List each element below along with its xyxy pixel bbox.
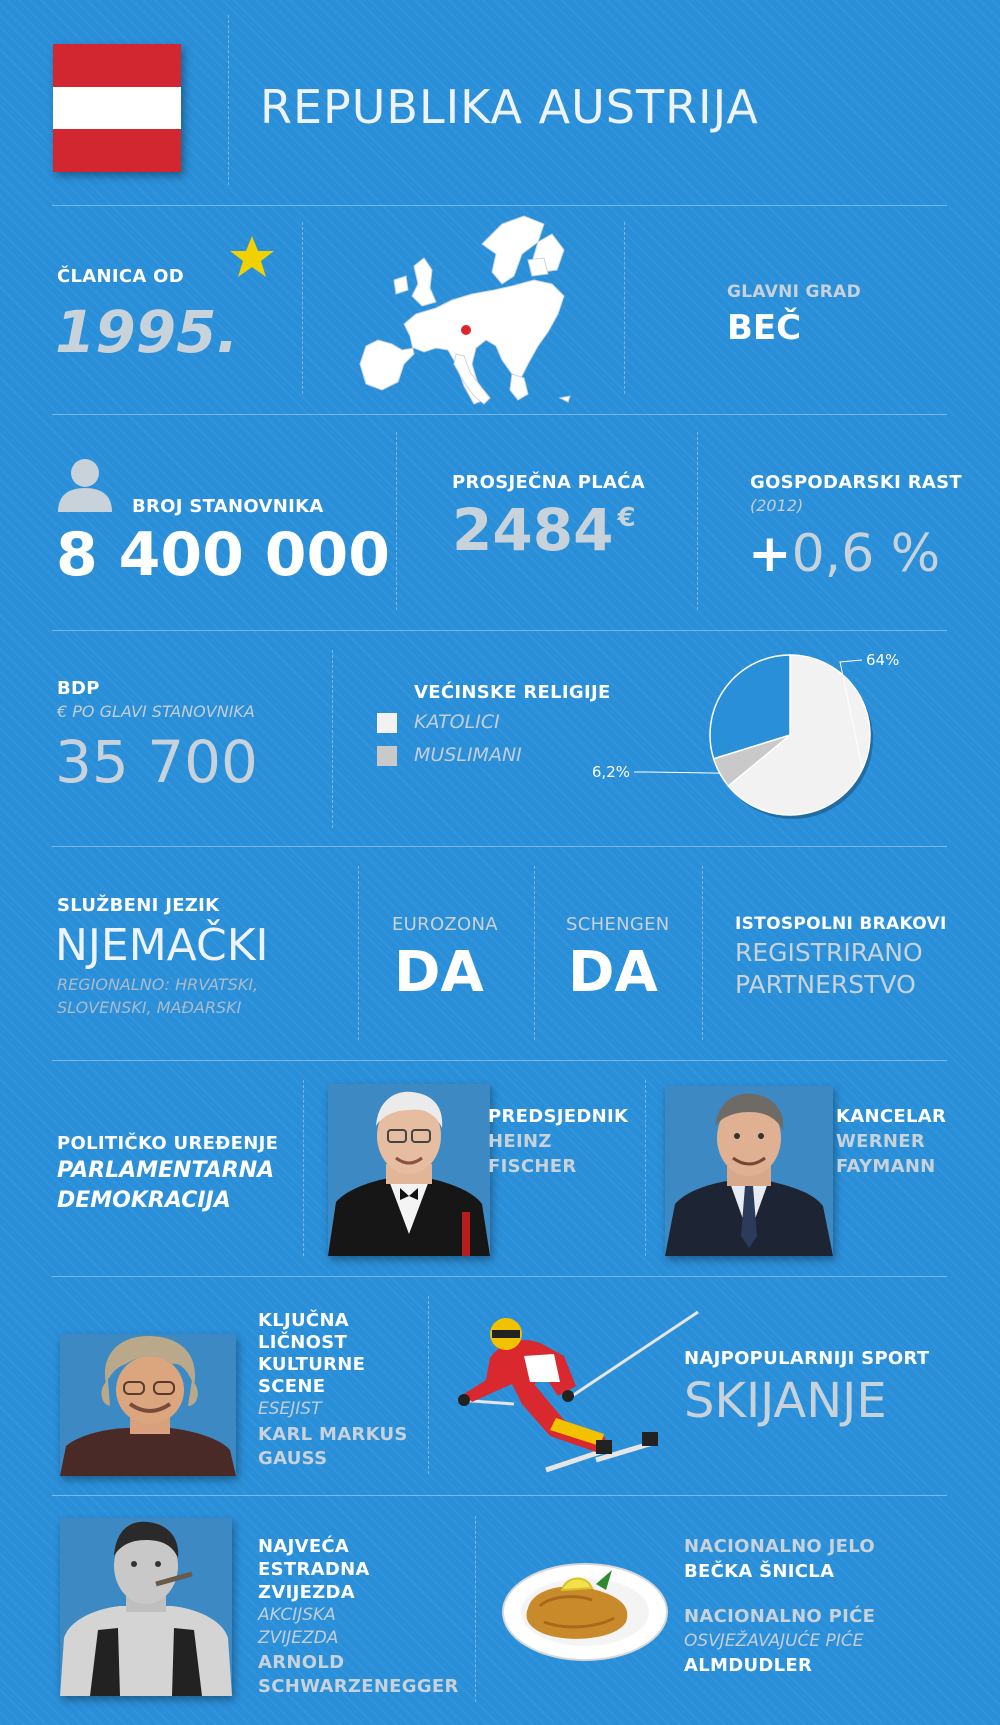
sport-value: SKIJANJE (684, 1373, 887, 1429)
star-role1: AKCIJSKA (258, 1605, 336, 1625)
pie-leader-line-1 (634, 772, 720, 773)
membership-label: ČLANICA OD (57, 266, 185, 287)
president-label: PREDSJEDNIK (488, 1106, 629, 1127)
population-value: 8 400 000 (56, 520, 391, 590)
star-line3: ZVIJEZDA (258, 1582, 355, 1603)
star-person-photo (60, 1518, 232, 1696)
star-line2: ESTRADNA (258, 1559, 370, 1580)
chancellor-photo (665, 1086, 833, 1256)
star-line1: NAJVEĆA (258, 1536, 350, 1557)
eurozone-value: DA (394, 940, 484, 1005)
europe-map-icon (352, 214, 578, 414)
austria-location-dot (461, 325, 471, 335)
schnitzel-plate-illustration (500, 1556, 670, 1664)
schengen-label: SCHENGEN (566, 914, 670, 935)
language-value: NJEMAČKI (55, 920, 269, 971)
language-regional-line2: SLOVENSKI, MAĐARSKI (57, 998, 242, 1017)
eu-star-icon (228, 234, 276, 280)
dish-label: NACIONALNO JELO (684, 1536, 875, 1557)
language-label: SLUŽBENI JEZIK (57, 895, 220, 916)
star-name-last: SCHWARZENEGGER (258, 1676, 459, 1697)
president-first: HEINZ (488, 1131, 552, 1152)
page-title: REPUBLIKA AUSTRIJA (260, 80, 759, 134)
president-last: FISCHER (488, 1156, 577, 1177)
chancellor-label: KANCELAR (836, 1106, 947, 1127)
growth-year: (2012) (750, 496, 804, 515)
culture-role: ESEJIST (258, 1399, 322, 1419)
culture-line4: SCENE (258, 1376, 326, 1397)
schengen-value: DA (568, 940, 658, 1005)
gdp-value: 35 700 (55, 728, 258, 796)
gdp-sublabel: € PO GLAVI STANOVNIKA (57, 702, 255, 721)
eurozone-label: EUROZONA (392, 914, 498, 935)
culture-line3: KULTURNE (258, 1354, 366, 1375)
population-label: BROJ STANOVNIKA (132, 496, 324, 517)
drink-label: NACIONALNO PIĆE (684, 1606, 876, 1627)
drink-description: OSVJEŽAVAJUĆE PIĆE (684, 1631, 864, 1651)
samesex-line1: REGISTRIRANO (735, 938, 923, 967)
salary-label: PROSJEČNA PLAĆA (452, 472, 646, 493)
legend-swatch-catholic (377, 713, 397, 733)
star-role2: ZVIJEZDA (258, 1628, 339, 1648)
skier-illustration (446, 1300, 706, 1476)
person-icon (56, 456, 114, 514)
legend-swatch-muslim (377, 746, 397, 766)
dish-value: BEČKA ŠNICLA (684, 1561, 835, 1582)
president-photo (328, 1084, 490, 1256)
capital-label: GLAVNI GRAD (727, 282, 862, 302)
star-name-first: ARNOLD (258, 1652, 345, 1673)
culture-line2: LIČNOST (258, 1332, 348, 1353)
salary-value (452, 496, 636, 564)
membership-year: 1995. (55, 298, 239, 366)
growth-sign: + (748, 524, 792, 584)
chancellor-last: FAYMANN (836, 1156, 936, 1177)
capital-value: BEČ (727, 308, 802, 348)
politics-label: POLITIČKO UREĐENJE (57, 1133, 279, 1154)
salary-currency: € (617, 503, 636, 533)
growth-value (748, 524, 940, 584)
growth-label: GOSPODARSKI RAST (750, 472, 962, 493)
pie-label-1: 6,2% (591, 763, 630, 781)
samesex-line2: PARTNERSTVO (735, 970, 916, 999)
sport-label: NAJPOPULARNIJI SPORT (684, 1348, 930, 1369)
legend-label-catholic: KATOLICI (414, 711, 500, 733)
growth-number: 0,6 % (791, 524, 941, 584)
culture-line1: KLJUČNA (258, 1310, 350, 1331)
gdp-label: BDP (57, 678, 100, 699)
language-regional-line1: REGIONALNO: HRVATSKI, (57, 975, 259, 994)
legend-label-muslim: MUSLIMANI (414, 744, 522, 766)
chancellor-first: WERNER (836, 1131, 926, 1152)
religion-pie-chart (591, 650, 940, 830)
culture-name-first: KARL MARKUS (258, 1424, 408, 1445)
religion-label: VEĆINSKE RELIGIJE (414, 682, 611, 703)
politics-line2: DEMOKRACIJA (57, 1188, 231, 1213)
austria-flag (53, 44, 181, 172)
salary-amount: 2484 (452, 496, 614, 564)
samesex-label: ISTOSPOLNI BRAKOVI (735, 914, 947, 934)
pie-label-0: 64% (866, 651, 900, 669)
culture-name-last: GAUSS (258, 1448, 328, 1469)
culture-person-photo (60, 1334, 236, 1476)
politics-line1: PARLAMENTARNA (57, 1158, 275, 1183)
drink-value: ALMDUDLER (684, 1655, 813, 1676)
